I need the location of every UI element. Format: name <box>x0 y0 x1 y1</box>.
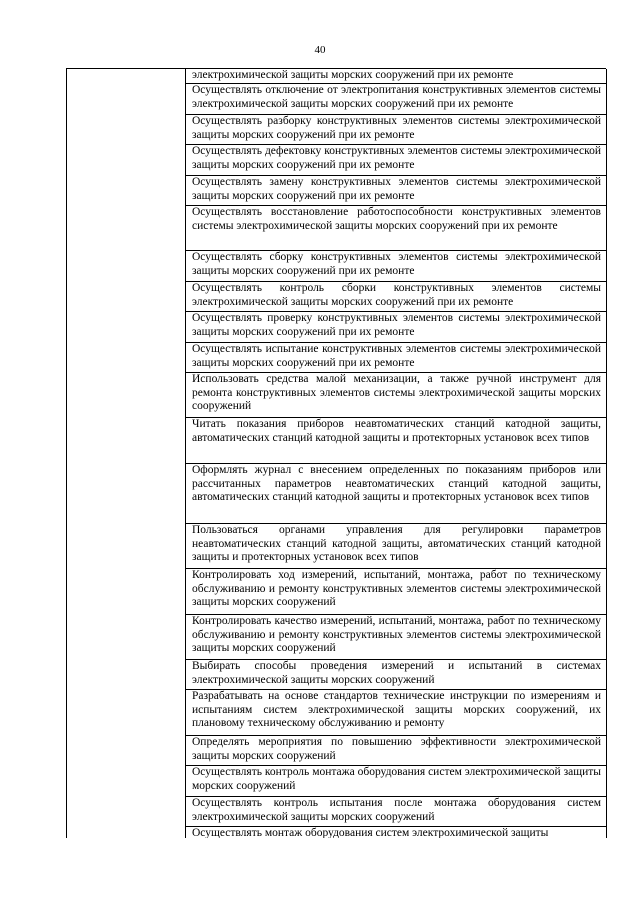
page-number: 40 <box>314 44 326 56</box>
table-right-column <box>186 69 607 838</box>
table-row: Осуществлять дефектовку конструктивных элементов системы электрохимической защиты морских сооружений при их ремонте <box>186 145 606 176</box>
table-row: Осуществлять замену конструктивных элементов системы электрохимической защиты морских сооружений при их ремонте <box>186 176 606 206</box>
table-row: Разрабатывать на основе стандартов технические инструкции по измерениям и испытаниям систем электрохимической защиты морских сооружений, их плановому техническому обслуживанию и ремонту <box>186 690 606 736</box>
table-row: Осуществлять контроль испытания после монтажа оборудования систем электрохимической защиты морских сооружений <box>186 797 606 827</box>
table-row: Контролировать качество измерений, испытаний, монтажа, работ по техническому обслуживанию и ремонту конструктивных элементов системы электрохимической защиты морских сооружений <box>186 615 606 660</box>
table-row: Осуществлять проверку конструктивных элементов системы электрохимической защиты морских сооружений при их ремонте <box>186 312 606 343</box>
table-row: Осуществлять отключение от электропитания конструктивных элементов системы электрохимической защиты морских сооружений при их ремонте <box>186 84 606 115</box>
table-row: Читать показания приборов неавтоматических станций катодной защиты, автоматических станций катодной защиты и протекторных установок всех типов <box>186 418 606 464</box>
table-left-column <box>67 69 186 838</box>
table-row: Контролировать ход измерений, испытаний, монтажа, работ по техническому обслуживанию и ремонту конструктивных элементов системы электрохимической защиты морских сооружений <box>186 569 606 615</box>
table-row: Осуществлять контроль монтажа оборудования систем электрохимической защиты морских сооружений <box>186 766 606 797</box>
table-row: Осуществлять сборку конструктивных элементов системы электрохимической защиты морских сооружений при их ремонте <box>186 251 606 282</box>
table-row: Осуществлять контроль сборки конструктивных элементов системы электрохимической защиты морских сооружений при их ремонте <box>186 282 606 312</box>
table-row: Пользоваться органами управления для регулировки параметров неавтоматических станций катодной защиты, автоматических станций катодной защиты и протекторных установок всех типов <box>186 524 606 569</box>
skills-table <box>66 68 606 838</box>
table-row: Оформлять журнал с внесением определенных по показаниям приборов или рассчитанных параметров неавтоматических станций катодной защиты, автоматических станций катодной защиты и протекторных установок всех типов <box>186 464 606 524</box>
table-row: Осуществлять восстановление работоспособности конструктивных элементов системы электрохимической защиты морских сооружений при их ремонте <box>186 206 606 251</box>
table-row: Определять мероприятия по повышению эффективности электрохимической защиты морских сооружений <box>186 736 606 766</box>
table-row: Использовать средства малой механизации, а также ручной инструмент для ремонта конструктивных элементов системы электрохимической защиты морских сооружений <box>186 373 606 418</box>
table-row: электрохимической защиты морских сооружений при их ремонте <box>186 69 606 84</box>
table-row: Осуществлять испытание конструктивных элементов системы электрохимической защиты морских сооружений при их ремонте <box>186 343 606 373</box>
table-row: Осуществлять монтаж оборудования систем электрохимической защиты <box>192 827 549 838</box>
table-row: Выбирать способы проведения измерений и испытаний в системах электрохимической защиты морских сооружений <box>186 660 606 690</box>
table-row: Осуществлять разборку конструктивных элементов системы электрохимической защиты морских сооружений при их ремонте <box>186 115 606 145</box>
